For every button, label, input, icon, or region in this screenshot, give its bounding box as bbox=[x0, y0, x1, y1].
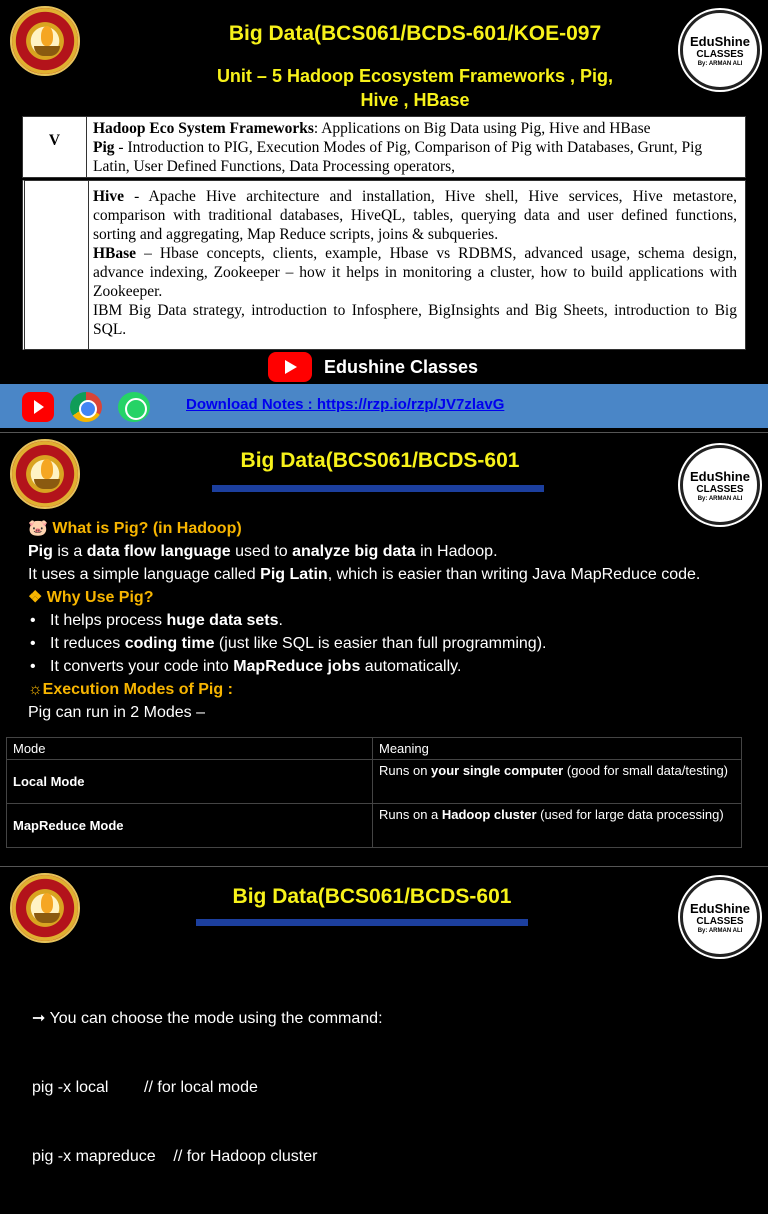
mode-commands: ➞ You can choose the mode using the command: pig -x local // for local mode pig -x mapreduce // for Hadoop cluster bbox=[32, 1010, 383, 1165]
table-row: Local Mode Runs on your single computer (good for small data/testing) bbox=[7, 760, 742, 804]
execution-modes-table bbox=[6, 737, 742, 848]
title-underline bbox=[212, 485, 544, 492]
slide-title: Big Data(BCS061/BCDS-601 bbox=[240, 449, 520, 472]
pig-content: 🐷 What is Pig? (in Hadoop) Pig is a data flow language used to analyze big data in Hadoop. It uses a simple language called Pig Latin, which is easier than writing Java MapReduce code. ❖ Why Use Pig? • It helps process huge data sets. • It reduces coding time (just like SQL is easier than full programming). • It converts your code into MapReduce jobs automatically. ☼Execution Modes of Pig : Pig can run in 2 Modes – bbox=[28, 517, 758, 724]
slide-title: Big Data(BCS061/BCDS-601/KOE-097 bbox=[228, 22, 602, 45]
heading-what-is-pig: 🐷 What is Pig? (in Hadoop) bbox=[28, 520, 242, 537]
whatsapp-icon[interactable] bbox=[118, 392, 150, 422]
social-footer bbox=[0, 384, 768, 428]
table-row: MapReduce Mode Runs on a Hadoop cluster (used for large data processing) bbox=[7, 804, 742, 848]
youtube-icon[interactable] bbox=[22, 392, 54, 422]
syllabus-row-2: Hive - Apache Hive architecture and installation, Hive shell, Hive services, Hive metastore, comparison with traditional databases, HiveQL, tables, querying data and user defined functions, sorting and aggregating, Map Reduce scripts, joins & subqueries. HBase – Hbase concepts, clients, example, Hbase vs RDBMS, advanced usage, schema design, advance indexing, Zookeeper – how it helps in monitoring a cluster, how to build applications with Zookeeper. IBM Big Data strategy, introduction to Infosphere, BigInsights and Big Sheets, introduction to Big SQL. bbox=[22, 180, 746, 350]
slide-what-is-pig bbox=[0, 432, 768, 864]
youtube-channel[interactable] bbox=[268, 352, 478, 382]
syllabus-row-1: V Hadoop Eco System Frameworks: Applications on Big Data using Pig, Hive and HBase Pig - Introduction to PIG, Execution Modes of Pig, Comparison of Pig with Databases, Grunt, Pig Latin, User Defined Functions, Data Processing operators, bbox=[22, 116, 746, 178]
list-item: • It reduces coding time (just like SQL is easier than full programming). bbox=[28, 632, 758, 655]
edushine-logo: EduShine CLASSES By: ARMAN ALI bbox=[680, 445, 760, 525]
download-notes-link[interactable]: Download Notes : https://rzp.io/rzp/JV7zlavG bbox=[186, 396, 505, 413]
university-logo bbox=[10, 873, 80, 943]
slide-title: Big Data(BCS061/BCDS-601 bbox=[232, 885, 512, 908]
university-logo bbox=[10, 439, 80, 509]
channel-name: Edushine Classes bbox=[324, 356, 479, 377]
heading-why-use-pig: ❖ Why Use Pig? bbox=[28, 589, 154, 606]
title-underline bbox=[196, 919, 528, 926]
heading-execution-modes: ☼Execution Modes of Pig : bbox=[28, 681, 233, 698]
youtube-icon[interactable] bbox=[268, 352, 312, 382]
unit-number: V bbox=[23, 117, 87, 177]
university-logo bbox=[10, 6, 80, 76]
chrome-icon[interactable] bbox=[70, 392, 102, 422]
slide-pig-modes-command bbox=[0, 866, 768, 1165]
slide-syllabus bbox=[0, 0, 768, 430]
edushine-logo: EduShine CLASSES By: ARMAN ALI bbox=[680, 877, 760, 957]
list-item: • It helps process huge data sets. bbox=[28, 609, 758, 632]
edushine-logo: EduShine CLASSES By: ARMAN ALI bbox=[680, 10, 760, 90]
table-header-row: Mode Meaning bbox=[7, 738, 742, 760]
slide-subtitle: Unit – 5 Hadoop Ecosystem Frameworks , Pig, Hive , HBase bbox=[216, 66, 614, 110]
list-item: • It converts your code into MapReduce jobs automatically. bbox=[28, 655, 758, 678]
